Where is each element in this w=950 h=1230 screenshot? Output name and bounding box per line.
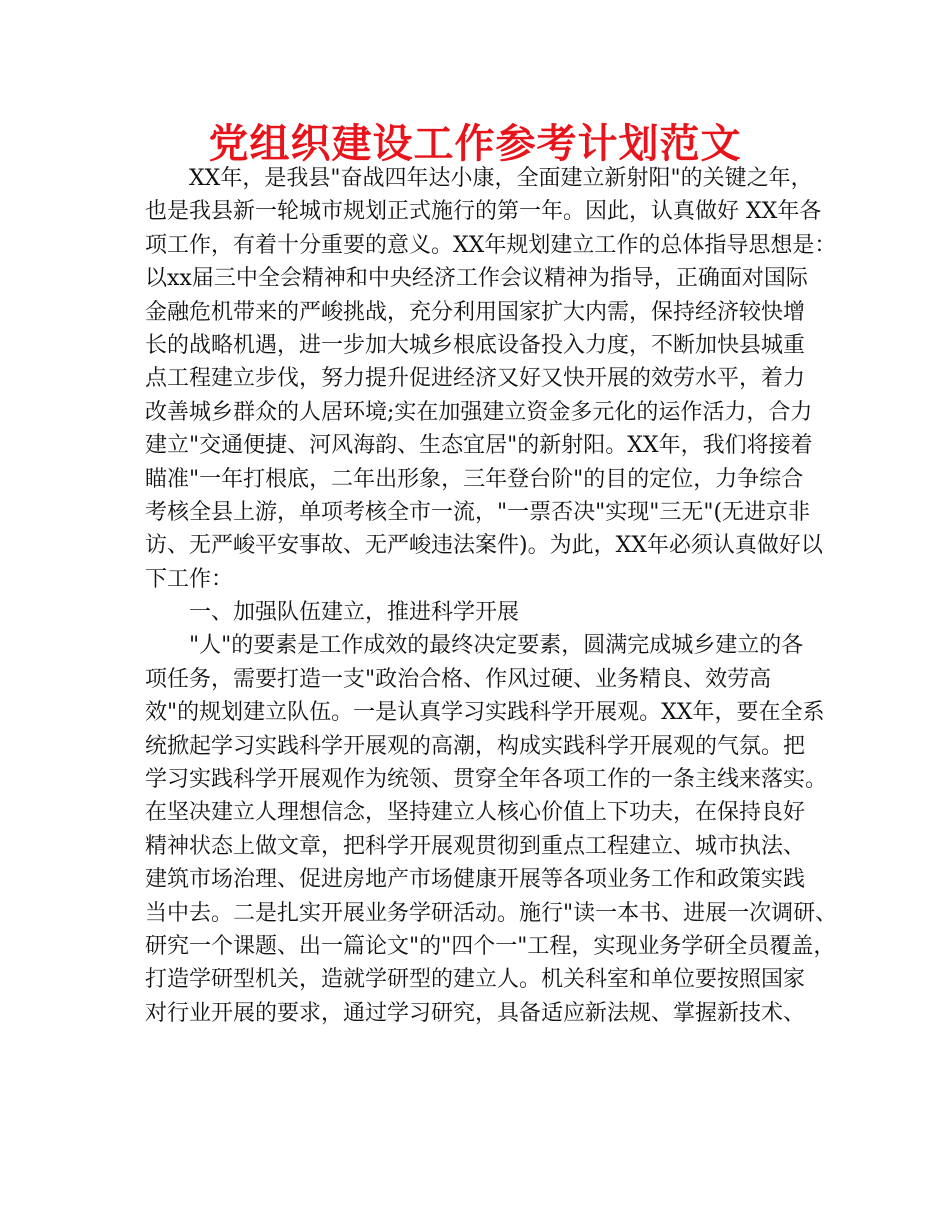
paragraph-line: 点工程建立步伐，努力提升促进经济又好又快开展的效劳水平，着力 [145, 366, 806, 392]
paragraph-line: "人"的要素是工作成效的最终决定要素，圆满完成城乡建立的各 [189, 633, 804, 659]
paragraph-line: 访、无严峻平安事故、无严峻违法案件)。为此，XX年必须认真做好以 [145, 533, 823, 559]
paragraph-line: 改善城乡群众的人居环境;实在加强建立资金多元化的运作活力，合力 [145, 399, 813, 425]
paragraph-line: 精神状态上做文章，把科学开展观贯彻到重点工程建立、城市执法、 [145, 833, 806, 859]
paragraph-line: 下工作： [145, 566, 234, 592]
paragraph-line: 研究一个课题、出一篇论文"的"四个一"工程，实现业务学研全员覆盖， [145, 933, 836, 959]
paragraph-line: 在坚决建立人理想信念，坚持建立人核心价值上下功夫，在保持良好 [145, 800, 806, 826]
paragraph-line: 对行业开展的要求，通过学习研究，具备适应新法规、掌握新技术、 [145, 1000, 806, 1026]
section-heading: 一、加强队伍建立，推进科学开展 [189, 600, 520, 626]
paragraph-line: 考核全县上游，单项考核全市一流，"一票否决"实现"三无"(无进京非 [145, 499, 811, 525]
paragraph-line: 项任务，需要打造一支"政治合格、作风过硬、业务精良、效劳高 [145, 666, 772, 692]
document-title: 党组织建设工作参考计划范文 [208, 120, 742, 167]
paragraph-line: 效"的规划建立队伍。一是认真学习实践科学开展观。XX年，要在全系 [145, 700, 825, 726]
paragraph-line: 长的战略机遇，进一步加大城乡根底设备投入力度，不断加快县城重 [145, 332, 806, 358]
paragraph-line: 以xx届三中全会精神和中央经济工作会议精神为指导，正确面对国际 [145, 266, 808, 292]
paragraph-line: 学习实践科学开展观作为统领、贯穿全年各项工作的一条主线来落实。 [145, 767, 828, 793]
paragraph-line: XX年，是我县"奋战四年达小康，全面建立新射阳"的关键之年， [189, 166, 813, 191]
paragraph-line: 建筑市场治理、促进房地产市场健康开展等各项业务工作和政策实践 [145, 867, 806, 893]
paragraph-line: 建立"交通便捷、河风海韵、生态宜居"的新射阳。XX年，我们将接着 [145, 433, 813, 459]
paragraph-line: 也是我县新一轮城市规划正式施行的第一年。因此，认真做好 XX年各 [145, 199, 822, 225]
paragraph-line: 当中去。二是扎实开展业务学研活动。施行"读一本书、进展一次调研、 [145, 900, 838, 926]
paragraph-line: 瞄准"一年打根底，二年出形象，三年登台阶"的目的定位，力争综合 [145, 466, 804, 492]
document-body [145, 162, 838, 1030]
paragraph-line: 项工作，有着十分重要的意义。XX年规划建立工作的总体指导思想是： [145, 232, 837, 258]
paragraph-line: 打造学研型机关，造就学研型的建立人。机关科室和单位要按照国家 [145, 967, 806, 993]
paragraph-line: 金融危机带来的严峻挑战，充分利用国家扩大内需，保持经济较快增 [145, 299, 806, 325]
paragraph-line: 统掀起学习实践科学开展观的高潮，构成实践科学开展观的气氛。把 [145, 733, 806, 759]
